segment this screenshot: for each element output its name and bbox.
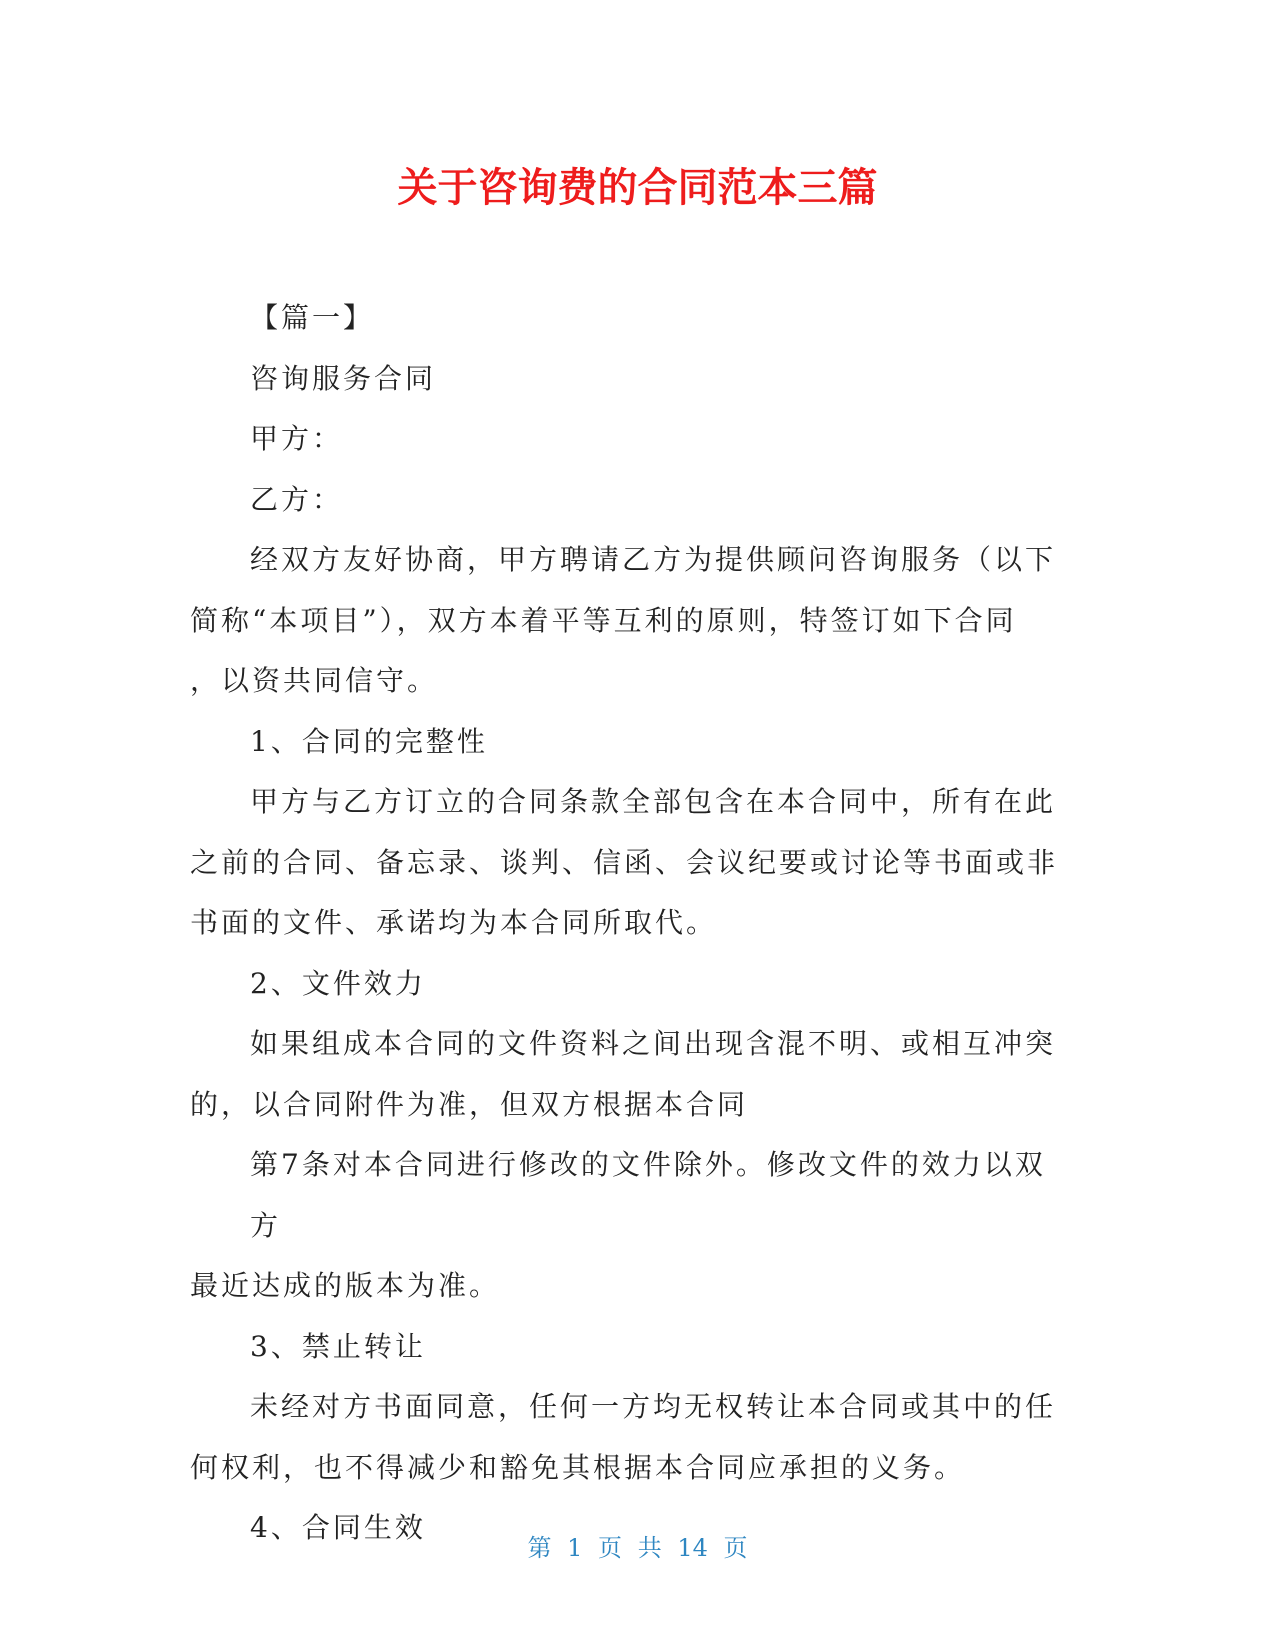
footer-total-pages: 14 bbox=[677, 1534, 708, 1562]
clause-2-line: 的，以合同附件为准，但双方根据本合同 bbox=[190, 1087, 749, 1121]
clause-1-line: 之前的合同、备忘录、谈判、信函、会议纪要或讨论等书面或非 bbox=[190, 845, 1059, 879]
clause-2-title: 2、文件效力 bbox=[250, 966, 426, 1000]
contract-name: 咨询服务合同 bbox=[250, 361, 437, 395]
clause-1-title: 1、合同的完整性 bbox=[250, 724, 488, 758]
party-a: 甲方： bbox=[250, 422, 344, 455]
footer-current-page: 1 bbox=[567, 1534, 583, 1562]
section-heading: 【篇一】 bbox=[250, 301, 375, 334]
document-body bbox=[190, 288, 1070, 1559]
intro-line: ，以资共同信守。 bbox=[190, 664, 439, 697]
clause-1-line: 甲方与乙方订立的合同条款全部包含在本合同中，所有在此 bbox=[250, 785, 1057, 818]
clause-2-line: 如果组成本合同的文件资料之间出现含混不明、或相互冲突 bbox=[250, 1027, 1057, 1060]
intro-line: 经双方友好协商，甲方聘请乙方为提供顾问咨询服务（以下 bbox=[250, 543, 1057, 576]
footer-label-page: 第 bbox=[527, 1534, 552, 1562]
footer-label-end: 页 bbox=[723, 1534, 748, 1562]
intro-line: 简称“本项目”），双方本着平等互利的原则，特签订如下合同 bbox=[190, 603, 1017, 637]
clause-3-title: 3、禁止转让 bbox=[250, 1329, 426, 1363]
clause-2-line: 最近达成的版本为准。 bbox=[190, 1269, 501, 1302]
clause-2-line: 第7条对本合同进行修改的文件除外。修改文件的效力以双方 bbox=[250, 1148, 1046, 1242]
clause-3-line: 未经对方书面同意，任何一方均无权转让本合同或其中的任 bbox=[250, 1390, 1057, 1423]
party-b: 乙方： bbox=[250, 482, 344, 516]
page-title: 关于咨询费的合同范本三篇 bbox=[397, 165, 878, 211]
footer-label-total: 共 bbox=[637, 1534, 662, 1562]
clause-4-title: 4、合同生效 bbox=[250, 1511, 426, 1544]
page-footer bbox=[0, 1528, 1275, 1563]
footer-label-of: 页 bbox=[598, 1534, 623, 1562]
clause-1-line: 书面的文件、承诺均为本合同所取代。 bbox=[190, 906, 718, 939]
clause-3-line: 何权利，也不得减少和豁免其根据本合同应承担的义务。 bbox=[190, 1450, 966, 1484]
